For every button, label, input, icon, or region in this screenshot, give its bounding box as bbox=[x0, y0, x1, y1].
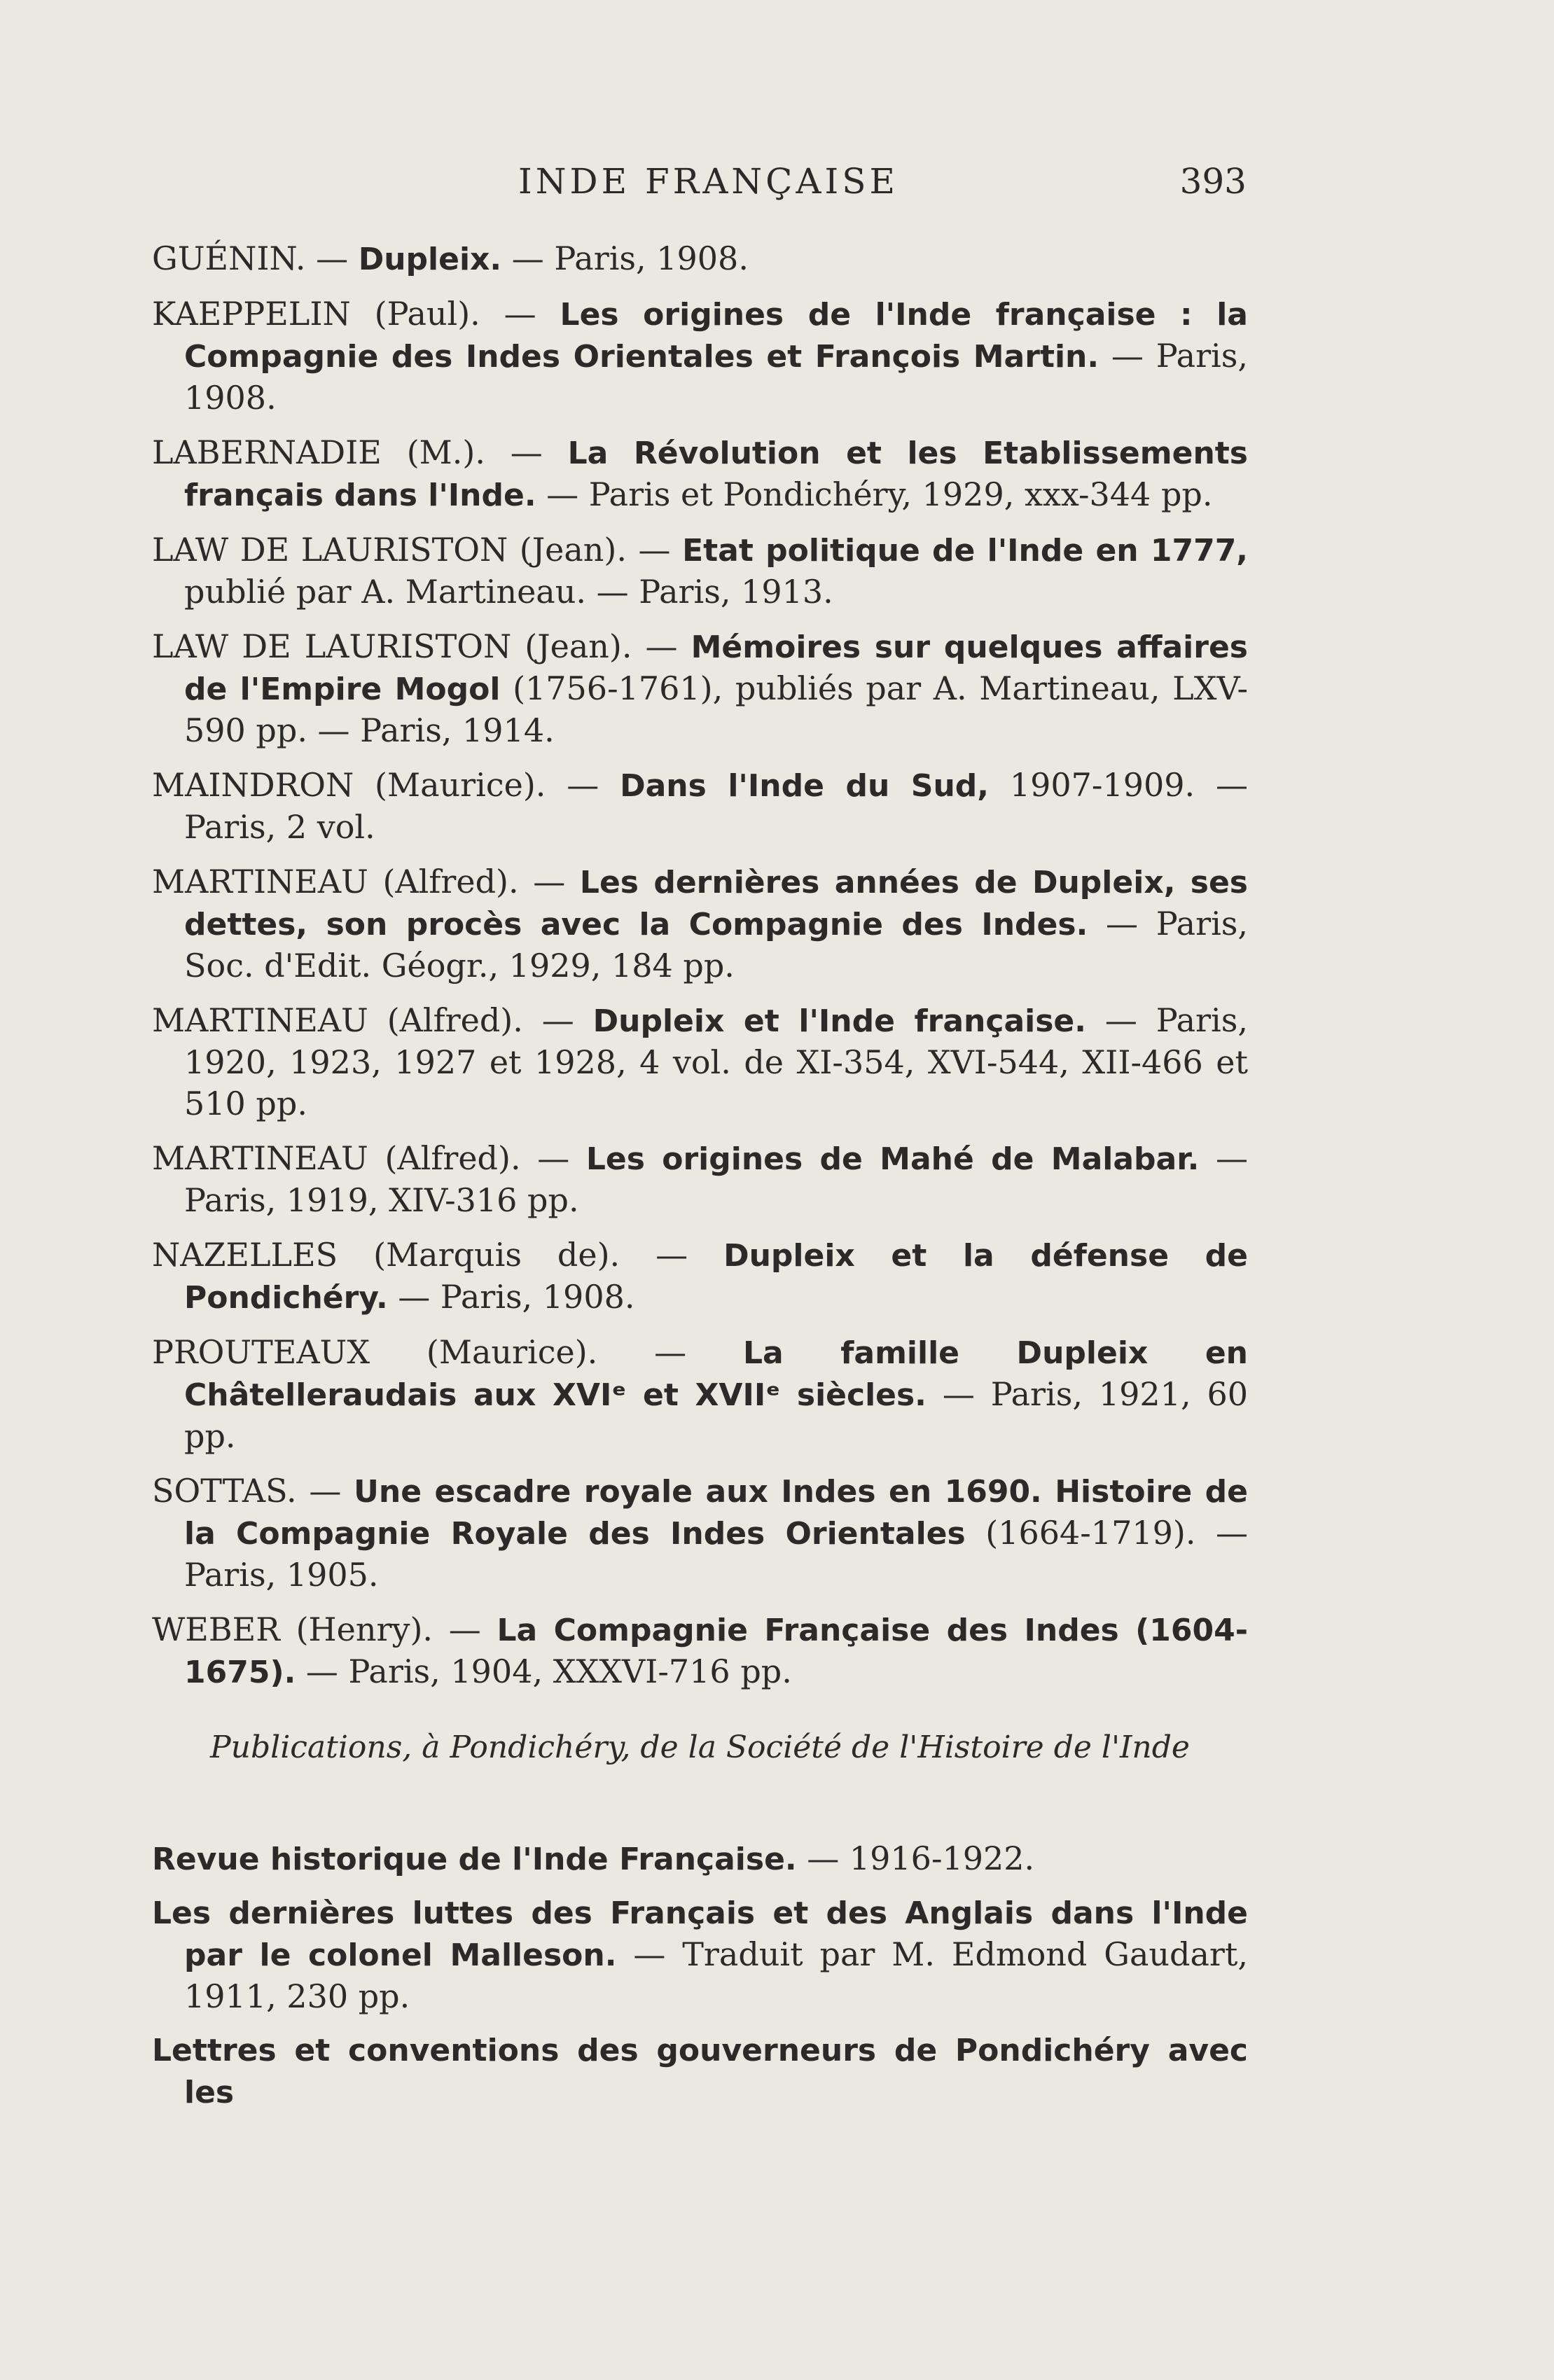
bibliography-entry bbox=[152, 238, 1248, 280]
entry-details: — Paris, 1908. bbox=[501, 239, 749, 277]
entry-details: (1756-1761), publiés par A. Martineau, LXV-590 pp. — Paris, 1914. bbox=[184, 669, 1249, 749]
running-title: INDE FRANÇAISE bbox=[518, 161, 899, 202]
entry-separator: — bbox=[632, 627, 691, 665]
entry-details: — Paris, 1920, 1923, 1927 et 1928, 4 vol. de XI-354, XVI-544, XII-466 et 510 pp. bbox=[184, 1001, 1248, 1122]
entry-author: LAW DE LAURISTON (Jean). bbox=[152, 531, 627, 569]
entry-details: — Paris, 1921, 60 pp. bbox=[184, 1375, 1249, 1455]
entry-author: LABERNADIE (M.). bbox=[152, 433, 485, 471]
entry-title: La famille Dupleix en Châtelleraudais aux XVIᵉ et XVIIᵉ siècles. bbox=[184, 1335, 1248, 1413]
bibliography-entry bbox=[152, 1234, 1248, 1318]
entry-separator: — bbox=[627, 531, 683, 569]
publication-details: — 1916-1922. bbox=[796, 1839, 1035, 1877]
entry-author: MARTINEAU (Alfred). bbox=[152, 863, 519, 900]
entry-title: La Révolution et les Etablissements français dans l'Inde. bbox=[184, 436, 1248, 513]
entry-details: — Paris, 1919, XIV-316 pp. bbox=[184, 1139, 1249, 1219]
entry-details: — Paris, 1908. bbox=[184, 337, 1248, 417]
entry-separator: — bbox=[620, 1236, 724, 1274]
entry-author: LAW DE LAURISTON (Jean). bbox=[152, 627, 632, 665]
entry-author: MAINDRON (Maurice). bbox=[152, 766, 546, 804]
page-number: 393 bbox=[1179, 161, 1247, 202]
publication-title: Les dernières luttes des Français et des Anglais dans l'Inde par le colonel Malleson. bbox=[152, 1895, 1248, 1973]
entry-author: NAZELLES (Marquis de). bbox=[152, 1236, 620, 1274]
bibliography-entry bbox=[152, 861, 1248, 987]
publications-list bbox=[152, 1838, 1248, 2125]
entry-author: SOTTAS. bbox=[152, 1472, 297, 1510]
entry-separator: — bbox=[296, 1472, 354, 1510]
entry-title: Les origines de l'Inde française : la Compagnie des Indes Orientales et François Martin. bbox=[184, 297, 1248, 375]
entry-author: MARTINEAU (Alfred). bbox=[152, 1139, 521, 1177]
entry-title: Les origines de Mahé de Malabar. bbox=[585, 1141, 1200, 1177]
bibliography-entry bbox=[152, 1470, 1248, 1596]
entry-details: publié par A. Martineau. — Paris, 1913. bbox=[184, 573, 833, 611]
bibliography-entry bbox=[152, 765, 1248, 848]
bibliography-entry bbox=[152, 1332, 1248, 1457]
entry-title: Dupleix et l'Inde française. bbox=[592, 1003, 1086, 1039]
entry-separator: — bbox=[480, 295, 560, 333]
entry-separator: — bbox=[485, 433, 568, 471]
entry-title: La Compagnie Française des Indes (1604-1675). bbox=[184, 1613, 1248, 1690]
publication-title: Revue historique de l'Inde Française. bbox=[152, 1842, 797, 1877]
entry-author: KAEPPELIN (Paul). bbox=[152, 295, 480, 333]
entry-separator: — bbox=[520, 1139, 586, 1177]
entry-title: Une escadre royale aux Indes en 1690. Histoire de la Compagnie Royale des Indes Orientales bbox=[184, 1474, 1248, 1552]
entry-title: Dans l'Inde du Sud, bbox=[620, 768, 990, 804]
entry-separator: — bbox=[305, 239, 359, 277]
entry-title: Dupleix et la défense de Pondichéry. bbox=[184, 1238, 1249, 1316]
bibliography-entry bbox=[152, 1609, 1248, 1693]
publication-entry bbox=[152, 1838, 1248, 1880]
publication-entry bbox=[152, 1892, 1248, 2017]
entry-details: — Paris, 1908. bbox=[387, 1278, 635, 1316]
bibliography-list bbox=[152, 238, 1248, 1706]
entry-title: Mémoires sur quelques affaires de l'Empire Mogol bbox=[184, 629, 1248, 707]
bibliography-entry bbox=[152, 529, 1248, 613]
entry-separator: — bbox=[597, 1333, 743, 1371]
bibliography-entry bbox=[152, 432, 1248, 516]
entry-details: (1664-1719). — Paris, 1905. bbox=[184, 1514, 1248, 1594]
running-header bbox=[154, 161, 1247, 210]
entry-title: Les dernières années de Dupleix, ses dettes, son procès avec la Compagnie des Indes. bbox=[184, 865, 1248, 942]
entry-separator: — bbox=[433, 1610, 497, 1648]
publication-entry bbox=[152, 2029, 1248, 2113]
entry-separator: — bbox=[546, 766, 620, 804]
entry-details: — Paris, 1904, XXXVI-716 pp. bbox=[296, 1652, 792, 1690]
entry-author: GUÉNIN. bbox=[152, 239, 306, 277]
bibliography-entry bbox=[152, 1138, 1248, 1221]
entry-title: Etat politique de l'Inde en 1777, bbox=[682, 533, 1249, 569]
publication-details: — Traduit par M. Edmond Gaudart, 1911, 230 pp. bbox=[184, 1935, 1249, 2015]
entry-separator: — bbox=[518, 863, 580, 900]
entry-author: WEBER (Henry). bbox=[152, 1610, 433, 1648]
bibliography-entry bbox=[152, 626, 1248, 751]
publication-title: Lettres et conventions des gouverneurs de Pondichéry avec les bbox=[152, 2033, 1248, 2110]
entry-details: — Paris et Pondichéry, 1929, xxx-344 pp. bbox=[536, 475, 1213, 513]
entry-separator: — bbox=[522, 1001, 593, 1039]
entry-author: PROUTEAUX (Maurice). bbox=[152, 1333, 598, 1371]
bibliography-entry bbox=[152, 293, 1248, 419]
entry-author: MARTINEAU (Alfred). bbox=[152, 1001, 523, 1039]
entry-title: Dupleix. bbox=[358, 242, 502, 277]
entry-details: — Paris, Soc. d'Edit. Géogr., 1929, 184 pp. bbox=[184, 905, 1249, 984]
section-heading: Publications, à Pondichéry, de la Société de l'Histoire de l'Inde bbox=[210, 1730, 1190, 1765]
entry-details: 1907-1909. — Paris, 2 vol. bbox=[184, 766, 1248, 846]
bibliography-entry bbox=[152, 1000, 1248, 1125]
